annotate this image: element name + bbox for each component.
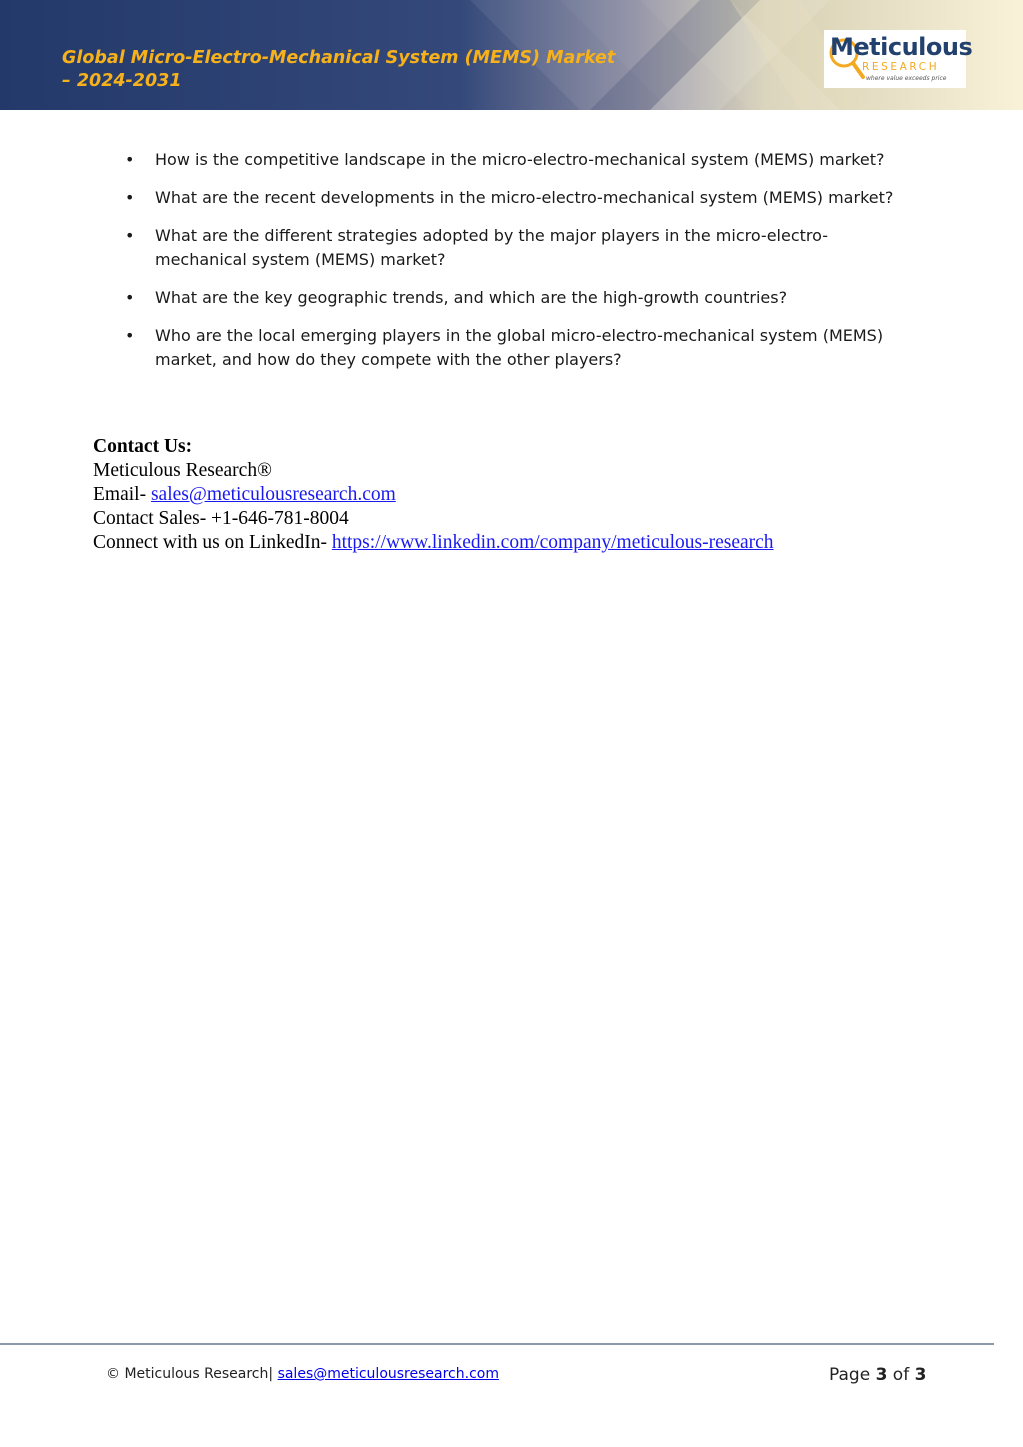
list-item bbox=[125, 224, 905, 272]
page-number bbox=[829, 1365, 926, 1385]
email-link[interactable]: sales@meticulousresearch.com bbox=[150, 484, 396, 505]
page-prefix: Page bbox=[829, 1365, 876, 1385]
sales-phone: Contact Sales- +1-646-781-8004 bbox=[93, 508, 349, 529]
logo-tagline: where value exceeds price bbox=[866, 75, 947, 82]
report-title-line2: – 2024-2031 bbox=[62, 71, 182, 91]
report-title bbox=[62, 47, 702, 93]
footer-email-link[interactable]: sales@meticulousresearch.com bbox=[277, 1366, 499, 1382]
linkedin-line bbox=[93, 531, 943, 555]
question-text: What are the recent developments in the micro-electro-mechanical system (MEMS) market? bbox=[155, 188, 894, 207]
bullet-icon: • bbox=[125, 288, 135, 307]
linkedin-label: Connect with us on LinkedIn- bbox=[93, 532, 332, 553]
email-line bbox=[93, 483, 943, 507]
page-of: of bbox=[887, 1365, 915, 1385]
footer-divider bbox=[0, 1343, 994, 1345]
list-item bbox=[125, 324, 905, 372]
logo-subtitle: RESEARCH bbox=[862, 61, 940, 73]
list-item bbox=[125, 286, 905, 310]
list-item bbox=[125, 186, 905, 210]
copyright-text: © Meticulous Research| bbox=[106, 1366, 274, 1382]
question-text: What are the different strategies adopted by the major players in the micro-electro-mechanical system (MEMS) market? bbox=[155, 226, 828, 269]
company-name: Meticulous Research® bbox=[93, 460, 272, 481]
logo-name: Meticulous bbox=[830, 33, 973, 61]
meticulous-research-logo bbox=[824, 30, 973, 88]
header-banner bbox=[0, 0, 1023, 110]
report-title-line1: Global Micro-Electro-Mechanical System (MEMS) Market bbox=[62, 48, 616, 68]
bullet-icon: • bbox=[125, 326, 135, 345]
question-text: Who are the local emerging players in the global micro-electro-mechanical system (MEMS) market, and how do they compete with the other players? bbox=[155, 326, 884, 369]
email-label: Email- bbox=[93, 484, 151, 505]
question-list bbox=[125, 148, 905, 386]
question-text: What are the key geographic trends, and which are the high-growth countries? bbox=[155, 288, 788, 307]
page-total: 3 bbox=[914, 1365, 927, 1385]
bullet-icon: • bbox=[125, 226, 135, 245]
page-current: 3 bbox=[875, 1365, 888, 1385]
footer-copyright bbox=[106, 1366, 499, 1382]
linkedin-link[interactable]: https://www.linkedin.com/company/meticulous-research bbox=[331, 532, 774, 553]
question-text: How is the competitive landscape in the micro-electro-mechanical system (MEMS) market? bbox=[155, 150, 885, 169]
contact-section bbox=[93, 435, 943, 555]
bullet-icon: • bbox=[125, 150, 135, 169]
list-item bbox=[125, 148, 905, 172]
contact-heading: Contact Us: bbox=[93, 436, 193, 457]
bullet-icon: • bbox=[125, 188, 135, 207]
